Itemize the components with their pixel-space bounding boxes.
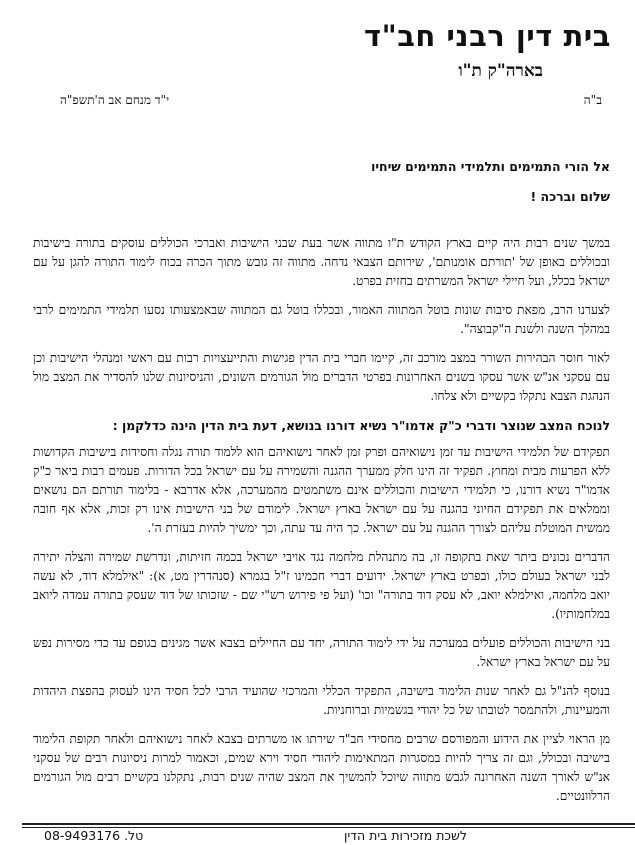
section-heading: לנוכח המצב שנוצר ודברי כ"ק אדמו"ר נשיא דורנו בנושא, דעת בית הדין הינה כדלקמן : (112, 418, 610, 433)
body-paragraph: מן הראוי לציין את הידוע והמפורסם שרבים מחסידי חב"ד שירתו או משרתים בצבא לאחר נישואיהם ולאחר תקופת הלימוד בישיבה ובכולל, וגם זה צריך להיות במסגרות המתאימות ליהודי חסיד וירא שמים, וכאמור למרות ניסיונות רבים של עסקני אנ"ש לאורך השנה האחרונה לגבש מתווה שיוכל להמשיך את המצב שהיה שנים רבות, נתקלנו בקשיים רבים מול הגורמים הרלוונטיים. (33, 732, 610, 803)
body-paragraph: במשך שנים רבות היה קיים בארץ הקודש ת"ו מתווה אשר בעת שבני הישיבות ואברכי הכוללים עוסקים בתורה בישיבות ובכוללים באופן של 'תורתם אומנותם', שירותם הצבאי נדחה. מתווה זה גובש מתוך הכרה בכוח לימוד התורה להגן על עם ישראל בכלל, ועל חיילי ישראל המשרתים בחזית בפרט. (33, 236, 610, 288)
bh-mark: ב"ה (583, 93, 602, 107)
letter-body (33, 234, 610, 816)
body-paragraph: הדברים נכונים ביתר שאת בתקופה זו, בה מתנהלת מלחמה נגד אויבי ישראל בכמה חזיתות, ונדרשת שמירה והצלה יתירה לבני ישראל בעולם כולו, ובפרט בארץ ישראל. ידועים דברי חכמינו ז"ל בגמרא (סנהדרין מט, א): "אילמלא דוד, לא עשה יואב מלחמה, ואילמלא יואב, לא עסק דוד בתורה" וכו' (ועל פי פירוש רש"י שם - שזכותו של דוד שעסק בתורה עמדה ליואב במלחמותיו). (33, 550, 610, 621)
letterhead-subtitle: בארה"ק ת"ו (458, 61, 543, 81)
greeting-line: שלום וברכה ! (530, 189, 610, 204)
footer-phone: טל. 08-9493176 (44, 828, 144, 843)
body-paragraph: בנוסף להנ"ל גם לאחר שנות הלימוד בישיבה, התפקיד הכללי והמרכזי שהועיד הרבי לכל חסיד הינו לעסוק בהפצת היהדות והמעיינות, ולהתמסר לטובתו של כל יהודי בגשמיות וברוחניות. (33, 684, 610, 717)
letter-date: י"ד מנחם אב ה'תשפ"ה (60, 93, 170, 107)
body-paragraph: תפקידם של תלמידי הישיבות עד זמן נישואיהם ופרק זמן לאחר נישואיהם הוא ללמוד תורה נגלה וחסידות בישיבות הקדושות ללא הפרעות מבית ומחוץ. תפקיד זה הינו חלק ממערך ההגנה והשמירה על עם ישראל בכל הדורות. פעמים רבות ביאר כ"ק אדמו"ר נשיא דורנו, כי תלמידי הישיבות והכוללים אינם משתמטים מהמערכה, אלא אדרבא - בלימוד תורתם הם נושאים וממלאים את תפקידם החיוני בהגנה על עם ישראל בארץ ישראל. לימודם של בני הישיבות אינו רק זכות, אלא אף חובה ממשית המוטלת עליהם לצורך ההגנה על עם ישראל. כך היה עד עתה, וכך ימשיך להיות בעזרת ה'. (33, 445, 610, 535)
body-paragraph: לצערנו הרב, מפאת סיבות שונות בוטל המתווה האמור, ובכללו בוטל גם המתווה שבאמצעותו נסעו תלמידי התמימים לרבי במהלך השנה ולשנת ה"קבוצה". (33, 303, 610, 336)
body-paragraph: לאור חוסר הבהירות השורר במצב מורכב זה, קיימו חברי בית הדין פגישות והתייעצויות רבות עם ראשי ומנהלי הישיבות וכן עם עסקני אנ"ש אשר עסקו בשנים האחרונות בפרטי הדברים מול הגורמים השונים, והניסיונות שלנו להסדיר את המצב מול הנהגת הצבא נתקלו בקשיים ולא צלחו. (33, 351, 610, 403)
body-paragraph: בני הישיבות והכוללים פועלים במערכה על ידי לימוד התורה, יחד עם החיילים בצבא אשר מגינים בגופם עד כדי מסירות נפש על עם ישראל בארץ ישראל. (33, 636, 610, 669)
footer-office-name: לשכת מזכירות בית הדין (343, 828, 467, 843)
addressee-line: אל הורי התמימים ותלמידי התמימים שיחיו (371, 159, 610, 174)
letterhead-title: בית דין רבני חב"ד (364, 19, 611, 53)
